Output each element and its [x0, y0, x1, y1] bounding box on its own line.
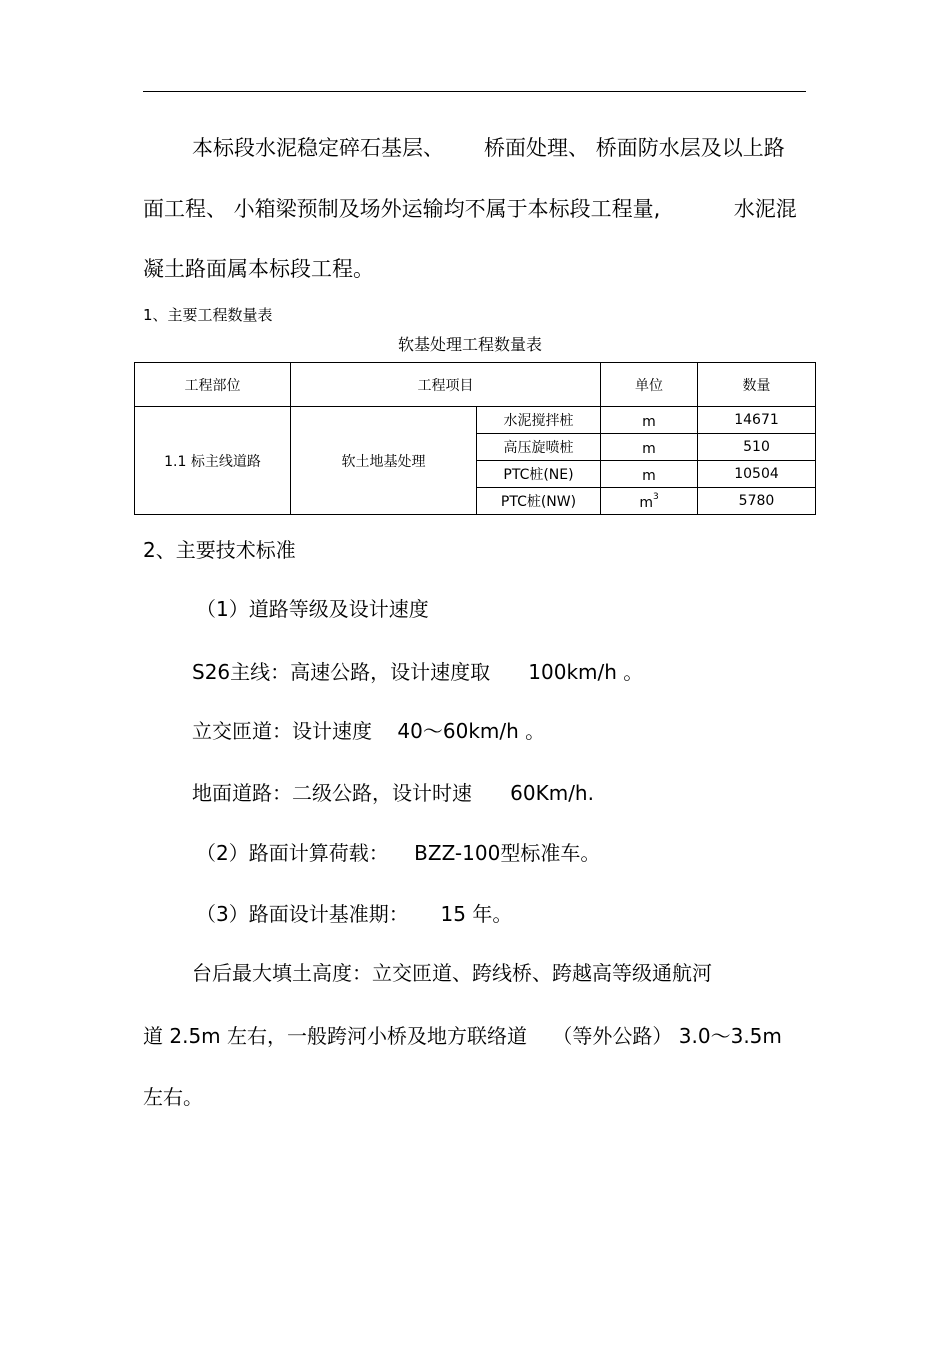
- spec-line: 立交匝道：设计速度 40～60km/h 。: [192, 719, 546, 743]
- table-header-row: [135, 363, 816, 407]
- paragraph-line: 左右。: [143, 1085, 203, 1109]
- subsection-heading: （3）路面设计基准期： 15 年。: [196, 902, 513, 926]
- spec-line: 地面道路：二级公路，设计时速 60Km/h.: [192, 781, 594, 805]
- unit-cell: m: [601, 407, 698, 434]
- unit-cell: m: [601, 461, 698, 488]
- paragraph-line: 台后最大填土高度：立交匝道、跨线桥、跨越高等级通航河: [192, 961, 712, 985]
- paragraph-line: 道 2.5m 左右，一般跨河小桥及地方联络道 （等外公路） 3.0～3.5m: [143, 1024, 782, 1048]
- item-cell: PTC桩(NE): [477, 461, 601, 488]
- section-heading: 2、主要技术标准: [143, 538, 296, 562]
- paragraph-line: 面工程、 小箱梁预制及场外运输均不属于本标段工程量, 水泥混: [143, 197, 797, 221]
- header-cell: 单位: [601, 363, 698, 407]
- qty-cell: 510: [698, 434, 816, 461]
- item-cell: 高压旋喷桩: [477, 434, 601, 461]
- unit-cell: m: [601, 434, 698, 461]
- subsection-heading: （2）路面计算荷载： BZZ-100型标准车。: [196, 841, 601, 865]
- item-cell: 水泥搅拌桩: [477, 407, 601, 434]
- header-cell: 工程部位: [135, 363, 291, 407]
- header-rule: [143, 91, 806, 92]
- header-cell: 数量: [698, 363, 816, 407]
- paragraph-line: 本标段水泥稳定碎石基层、 桥面处理、 桥面防水层及以上路: [192, 136, 785, 160]
- location-cell: 1.1 标主线道路: [135, 407, 291, 515]
- qty-cell: 10504: [698, 461, 816, 488]
- unit-cell: $m^3$: [601, 488, 698, 515]
- header-cell: 工程项目: [291, 363, 601, 407]
- spec-line: S26主线：高速公路，设计速度取 100km/h 。: [192, 660, 644, 684]
- category-cell: 软土地基处理: [291, 407, 477, 515]
- table-row: [135, 407, 816, 434]
- section-heading: 1、主要工程数量表: [143, 306, 273, 324]
- table-caption: 软基处理工程数量表: [397, 335, 542, 354]
- quantity-table: [134, 362, 816, 515]
- paragraph-line: 凝土路面属本标段工程。: [143, 257, 374, 281]
- qty-cell: 5780: [698, 488, 816, 515]
- item-cell: PTC桩(NW): [477, 488, 601, 515]
- qty-cell: 14671: [698, 407, 816, 434]
- subsection-heading: （1）道路等级及设计速度: [196, 597, 429, 621]
